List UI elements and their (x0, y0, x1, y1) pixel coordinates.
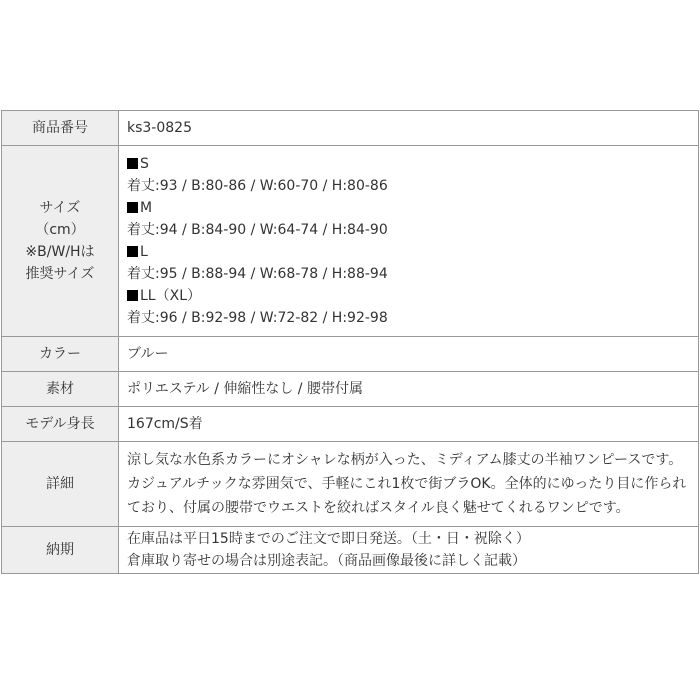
size-name-s (127, 153, 690, 175)
size-label (2, 146, 119, 337)
size-value (119, 146, 699, 337)
delivery-line: 倉庫取り寄せの場合は別途表記。（商品画像最後に詳しく記載） (127, 553, 526, 569)
color-label: カラー (2, 337, 119, 372)
delivery-label: 納期 (2, 527, 119, 574)
square-bullet-icon (127, 246, 138, 257)
square-bullet-icon (127, 202, 138, 213)
material-value: ポリエステル / 伸縮性なし / 腰帯付属 (119, 372, 699, 407)
size-name-ll (127, 285, 690, 307)
model-height-row (2, 407, 699, 442)
product-spec-table (1, 110, 699, 574)
detail-row (2, 442, 699, 527)
delivery-row (2, 527, 699, 574)
size-name-text: M (140, 200, 153, 216)
model-height-label: モデル身長 (2, 407, 119, 442)
size-name-text: S (140, 156, 149, 172)
size-name-text: L (140, 244, 148, 260)
size-measure-s: 着丈:93 / B:80-86 / W:60-70 / H:80-86 (127, 178, 388, 194)
color-value: ブルー (119, 337, 699, 372)
delivery-value (119, 527, 699, 574)
size-measure-ll: 着丈:96 / B:92-98 / W:72-82 / H:92-98 (127, 310, 388, 326)
size-measure-l: 着丈:95 / B:88-94 / W:68-78 / H:88-94 (127, 266, 388, 282)
detail-label: 詳細 (2, 442, 119, 527)
detail-value (119, 442, 699, 527)
size-row (2, 146, 699, 337)
size-measure-m: 着丈:94 / B:84-90 / W:64-74 / H:84-90 (127, 222, 388, 238)
product-code-label: 商品番号 (2, 111, 119, 146)
size-label-line: ※B/W/Hは (25, 244, 95, 260)
product-code-value: ks3-0825 (119, 111, 699, 146)
square-bullet-icon (127, 290, 138, 301)
product-code-row (2, 111, 699, 146)
material-row (2, 372, 699, 407)
size-name-text: LL（XL） (140, 288, 201, 304)
square-bullet-icon (127, 158, 138, 169)
size-label-line: サイズ (39, 200, 81, 216)
material-label: 素材 (2, 372, 119, 407)
size-name-l (127, 241, 690, 263)
size-name-m (127, 197, 690, 219)
size-label-line: （cm） (35, 222, 85, 238)
detail-text: 涼し気な水色系カラーにオシャレな柄が入った、ミディアム膝丈の半袖ワンピースです。カジュアルチックな雰囲気で、手軽にこれ1枚で街ブラOK。全体的にゆったり目に作られており、付属の腰帯でウエストを絞ればスタイル良く魅せてくれるワンピです。 (127, 452, 687, 516)
size-label-line: 推奨サイズ (25, 266, 95, 282)
delivery-line: 在庫品は平日15時までのご注文で即日発送。（土・日・祝除く） (127, 531, 530, 547)
model-height-value: 167cm/S着 (119, 407, 699, 442)
color-row (2, 337, 699, 372)
